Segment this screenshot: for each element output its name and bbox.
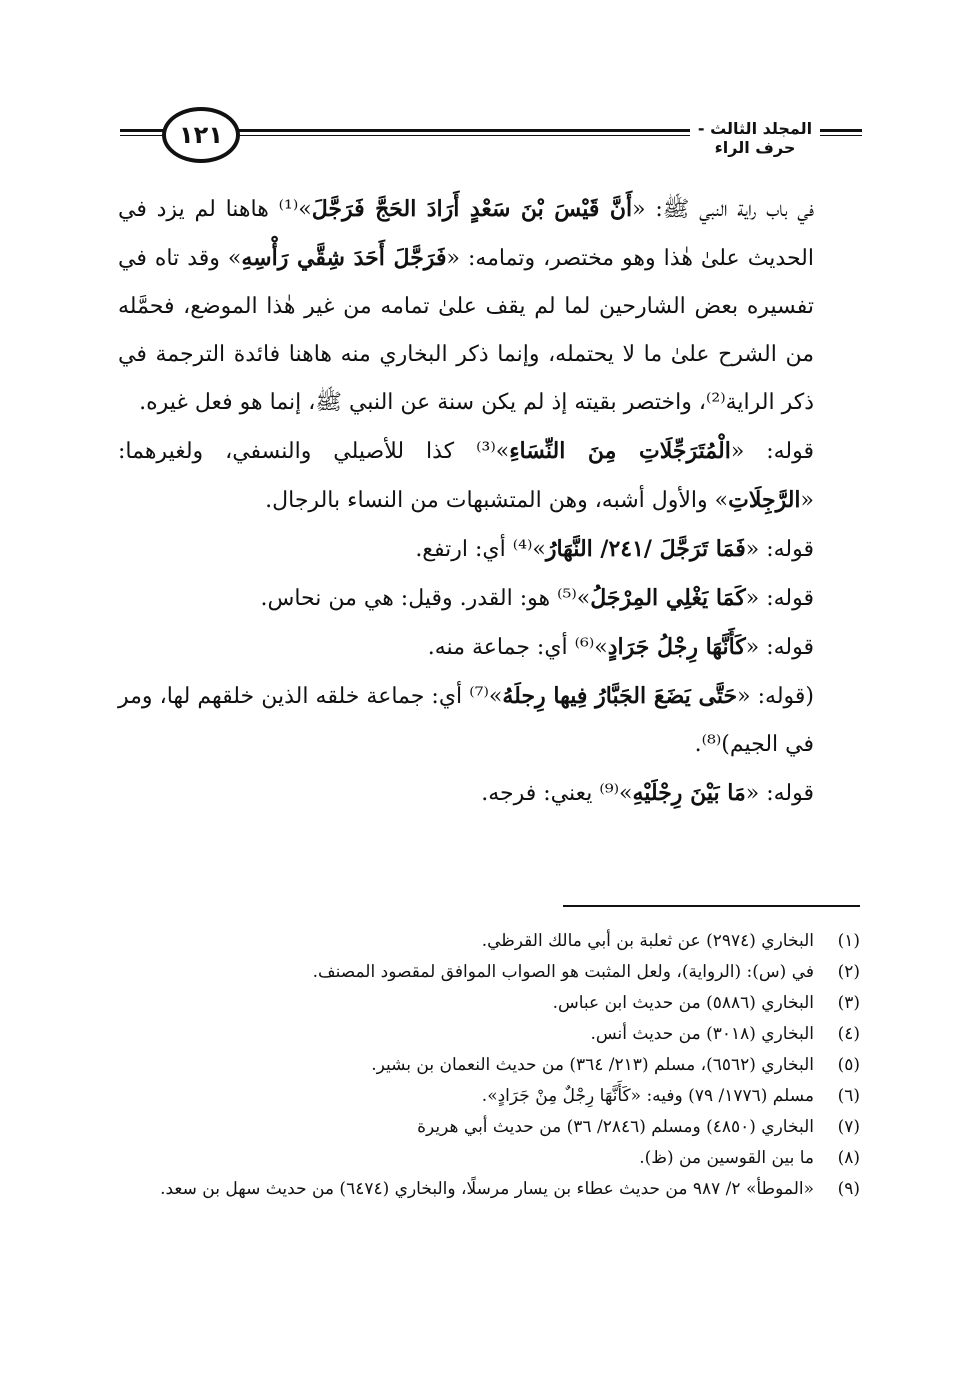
paragraph [118, 623, 860, 672]
hadith-quote: كَمَا يَغْلِي المِرْجَلُ [590, 585, 746, 611]
footnote-text: البخاري (٤٨٥٠) ومسلم (٢٨٤٦/ ٣٦) من حديث أبي هريرة [417, 1117, 814, 1137]
footnote-number: (٨) [837, 1148, 860, 1168]
footnote-text: ما بين القوسين من (ظ). [639, 1148, 814, 1168]
hadith-quote: حَتَّى يَضَعَ الجَبَّارُ فِيها رِجلَهُ [502, 683, 738, 709]
text-run: قوله: « [745, 781, 814, 806]
footnote-text: البخاري (٢٩٧٤) عن ثعلبة بن أبي مالك القرظي. [481, 931, 814, 951]
footnote-text: في (س): (الرواية)، ولعل المثبت هو الصواب الموافق لمقصود المصنف. [312, 962, 814, 982]
text-run: (قوله: « [737, 684, 815, 709]
footnote-number: (٥) [837, 1055, 860, 1075]
header-rule [820, 129, 862, 132]
footnote [118, 1112, 860, 1143]
header-rule [120, 129, 165, 132]
footnote-text: البخاري (٦٥٦٢)، مسلم (٢١٣/ ٣٦٤) من حديث النعمان بن بشير. [371, 1055, 814, 1075]
text-run: قوله: « [730, 439, 815, 464]
footnote-text: البخاري (٥٨٨٦) من حديث ابن عباس. [552, 993, 814, 1013]
paragraph [118, 427, 860, 525]
text-run: في باب راية النبي ﷺ: « [632, 197, 814, 222]
paragraph [118, 185, 860, 427]
hadith-quote: الرَّجِلَاتِ [728, 487, 801, 513]
text-run: قوله: « [745, 586, 814, 611]
hadith-quote: أَنَّ قَيْسَ بْنَ سَعْدٍ أَرَادَ الحَجَّ فَرَجَّلَ [311, 196, 633, 222]
footnotes [118, 926, 860, 1205]
text-run: »⁽⁷⁾ أي: جماعة خلقه الذين خلقهم لها، ومر في الجيم)⁽⁸⁾. [118, 684, 814, 757]
text-run: »⁽¹⁾ هاهنا لم يزد في الحديث علىٰ هٰذا وهو مختصر، وتمامه: « [118, 197, 814, 271]
footnote [118, 1081, 860, 1112]
paragraph [118, 525, 860, 574]
hadith-quote: الْمُتَرَجِّلَاتِ مِنَ النِّسَاءِ [509, 438, 731, 464]
footnote-number: (٧) [837, 1117, 860, 1137]
text-run: »⁽⁹⁾ يعني: فرجه. [481, 781, 633, 806]
paragraph [118, 672, 860, 769]
text-run: »⁽⁵⁾ هو: القدر. وقيل: هي من نحاس. [260, 586, 591, 611]
footnote-number: (٣) [837, 993, 860, 1013]
footnote [118, 926, 860, 957]
footnote [118, 1050, 860, 1081]
footnote-number: (٦) [837, 1086, 860, 1106]
hadith-quote: فَرَجَّلَ أَحَدَ شِقَّي رَأْسِهِ [241, 245, 447, 271]
footnote [118, 1143, 860, 1174]
text-run: » وقد تاه في تفسيره بعض الشارحين لما لم يقف علىٰ تمامه من غير هٰذا الموضع، فحمَّله من الشرح علىٰ ما لا يحتمله، وإنما ذكر البخاري منه هاهنا فائدة الترجمة في ذكر الراية⁽²⁾، واختصر بقيته إذ لم يكن سنة عن النبي ﷺ، إنما هو فعل غيره. [118, 246, 814, 415]
page-number: ١٢١ [162, 107, 240, 163]
footnote-text: «الموطأ» ٢/ ٩٨٧ من حديث عطاء بن يسار مرسلًا، والبخاري (٦٤٧٤) من حديث سهل بن سعد. [160, 1179, 814, 1199]
hadith-quote: كَأَنَّهَا رِجْلُ جَرَادٍ [607, 634, 746, 660]
text-run: »⁽⁴⁾ أي: ارتفع. [415, 537, 546, 562]
hadith-quote: مَا بَيْنَ رِجْلَيْهِ [632, 780, 746, 806]
footnote [118, 988, 860, 1019]
page-header [120, 107, 862, 159]
paragraph [118, 574, 860, 623]
text-run: قوله: « [745, 635, 814, 660]
main-text [118, 185, 860, 818]
text-run: » والأول أشبه، وهن المتشبهات من النساء بالرجال. [265, 488, 729, 513]
text-run: »⁽³⁾ كذا للأصيلي والنسفي، ولغيرهما: « [118, 439, 814, 513]
header-rule [120, 135, 165, 136]
hadith-quote: فَمَا تَرَجَّلَ /٢٤١/ النَّهَارُ [545, 536, 746, 562]
text-run: »⁽⁶⁾ أي: جماعة منه. [427, 635, 608, 660]
footnote [118, 1174, 860, 1205]
header-rule [230, 135, 690, 136]
text-run: قوله: « [745, 537, 814, 562]
footnote [118, 957, 860, 988]
footnote-number: (٩) [837, 1179, 860, 1199]
footnote [118, 1019, 860, 1050]
header-rule [820, 135, 862, 136]
running-head: المجلد الثالث - حرف الراء [697, 119, 813, 157]
footnote-text: البخاري (٣٠١٨) من حديث أنس. [590, 1024, 814, 1044]
footnote-number: (١) [837, 931, 860, 951]
footnote-number: (٢) [837, 962, 860, 982]
footnote-text: مسلم (١٧٧٦/ ٧٩) وفيه: «كَأَنَّهَا رِجْلٌ مِنْ جَرَادٍ». [481, 1086, 814, 1106]
footnote-divider [563, 905, 860, 907]
paragraph [118, 769, 860, 818]
footnote-number: (٤) [837, 1024, 860, 1044]
header-rule [230, 129, 690, 132]
